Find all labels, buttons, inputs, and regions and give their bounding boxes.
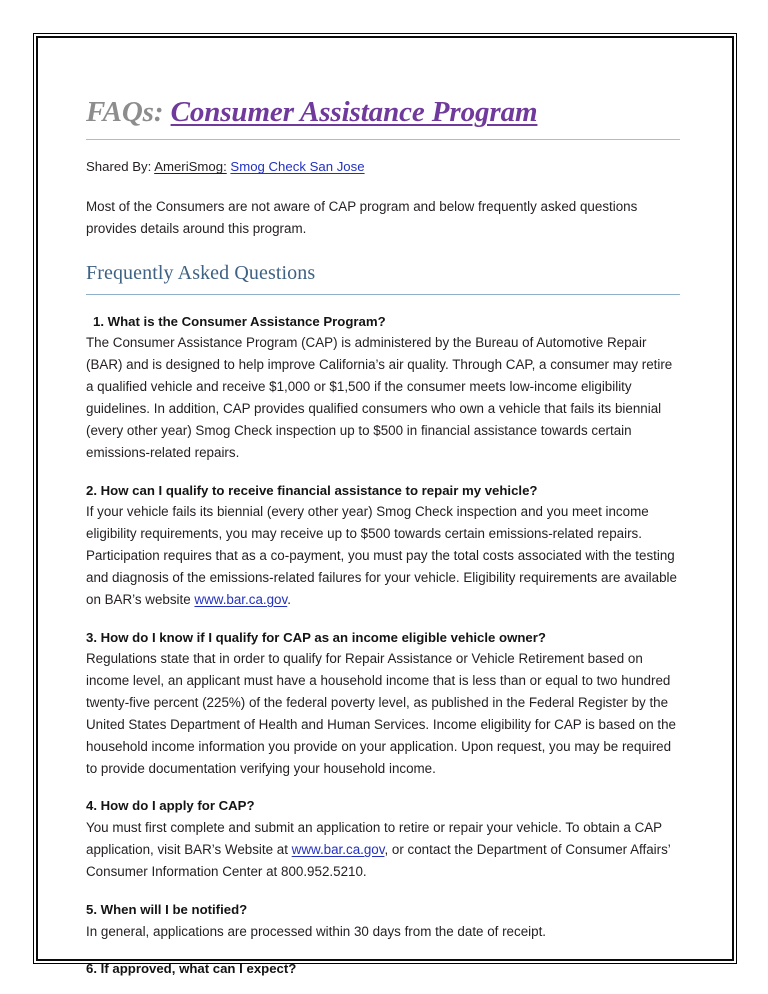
intro-paragraph: Most of the Consumers are not aware of CAP program and below frequently asked questions provides details around this program. (86, 199, 638, 236)
faq-item (86, 796, 680, 882)
faq-item (86, 959, 680, 979)
title-main-link[interactable]: Consumer Assistance Program (170, 96, 538, 128)
faq-list (86, 312, 680, 980)
faq-question: 5. When will I be notified? (86, 901, 248, 917)
faq-question: 2. How can I qualify to receive financial assistance to repair my vehicle? (86, 482, 538, 498)
faq-answer (86, 648, 680, 779)
bar-website-link[interactable]: www.bar.ca.gov (194, 591, 288, 607)
shared-by-link[interactable]: Smog Check San Jose (230, 159, 365, 175)
faq-answer (86, 332, 680, 463)
title-prefix: FAQs: (86, 96, 164, 128)
faq-answer (86, 501, 680, 610)
faq-item (86, 312, 680, 464)
document-content (86, 96, 680, 979)
faq-question: 4. How do I apply for CAP? (86, 798, 255, 814)
faq-question: 3. How do I know if I qualify for CAP as an income eligible vehicle owner? (86, 629, 546, 645)
section-heading-faq: Frequently Asked Questions (86, 261, 316, 284)
faq-answer (86, 817, 680, 883)
faq-answer-text: Regulations state that in order to qualify for Repair Assistance or Vehicle Retirement based on income level, an applicant must have a household income that is less than or equal to two hundred twenty-five percent (225%) of the federal poverty level, as published in the Federal Register by the United States Department of Health and Human Services. Income eligibility for CAP is based on the household income information you provide on your application. Upon request, you may be required to provide documentation verifying your household income. (86, 651, 676, 776)
faq-answer-text: You must first complete and submit an application to retire or repair your vehicle. To obtain a CAP application, visit BAR’s Website at (86, 820, 662, 858)
page-title (86, 96, 680, 128)
section-divider (86, 294, 680, 295)
faq-item (86, 481, 680, 611)
title-divider (86, 139, 680, 140)
faq-answer-text: If your vehicle fails its biennial (every other year) Smog Check inspection and you meet income eligibility requirements, you may receive up to $500 towards certain emissions-related repairs. Participation requires that as a co-payment, you must pay the total costs associated with the testing and diagnosis of the emissions-related failures for your vehicle. Eligibility requirements are available on BAR’s website (86, 504, 677, 607)
shared-by-line (86, 157, 680, 177)
faq-question: 1. What is the Consumer Assistance Program? (93, 313, 386, 329)
faq-answer-text: The Consumer Assistance Program (CAP) is administered by the Bureau of Automotive Repair (BAR) and is designed to help improve California’s air quality. Through CAP, a consumer may retire a qualified vehicle and receive $1,000 or $1,500 if the consumer meets low-income eligibility guidelines. In addition, CAP provides qualified consumers who own a vehicle that fails its biennial (every other year) Smog Check inspection up to $500 in financial assistance towards certain emissions-related repairs. (86, 335, 673, 460)
faq-item (86, 900, 680, 943)
faq-answer-text: In general, applications are processed within 30 days from the date of receipt. (86, 923, 547, 939)
faq-item (86, 628, 680, 780)
shared-by-label: Shared By: (86, 159, 155, 175)
faq-answer-text-tail: , or contact the Department of Consumer Affairs’ Consumer Information Center at 800.952.5210. (86, 842, 671, 879)
faq-answer-text-tail: . (287, 591, 291, 607)
shared-by-org: AmeriSmog: (154, 159, 227, 175)
bar-website-link[interactable]: www.bar.ca.gov (291, 842, 385, 858)
faq-question: 6. If approved, what can I expect? (86, 961, 297, 977)
faq-answer (86, 921, 680, 943)
